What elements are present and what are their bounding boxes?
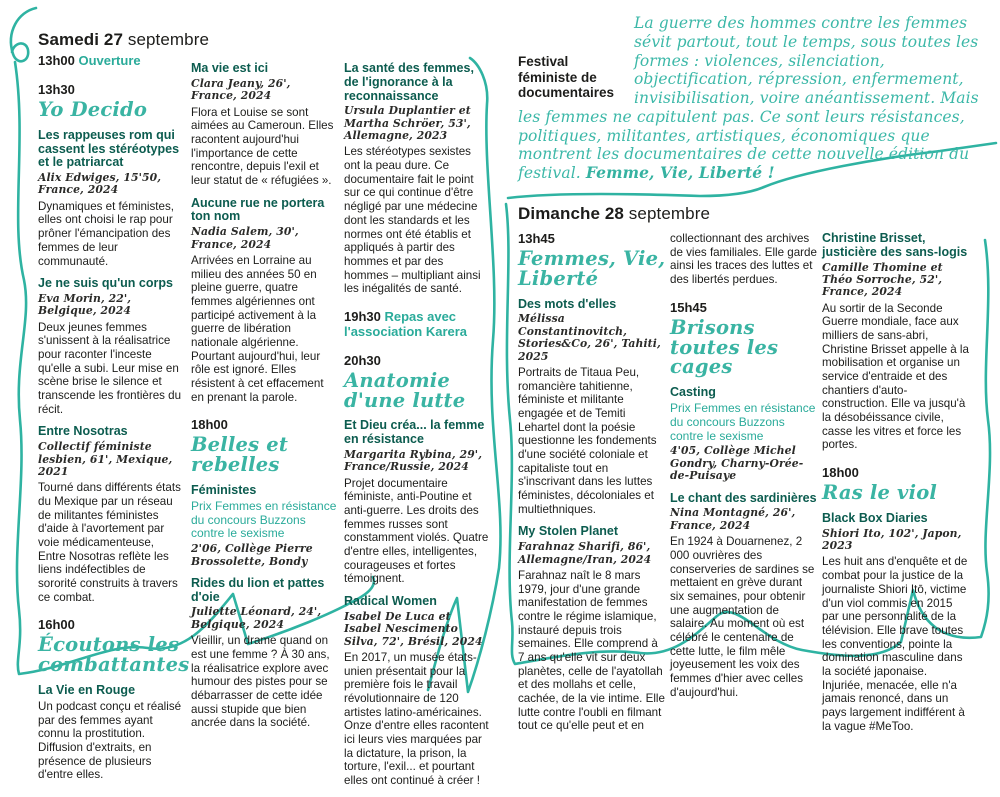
film-entry <box>344 62 490 296</box>
film-credit: 4'05, Collège Michel Gondry, Charny-Orée-de-Puisaye <box>670 444 804 483</box>
film-credit: Collectif féministe lesbien, 61', Mexique, 2021 <box>38 440 173 478</box>
film-description: collectionnant des archives de vies familiales. Elle garde ainsi les traces des luttes et des libertés perdues. <box>670 232 817 287</box>
film-title: Aucune rue ne portera ton nom <box>191 195 325 224</box>
film-credit: Nadia Salem, 30', France, 2024 <box>191 225 299 251</box>
festival-intro <box>518 14 992 183</box>
film-description: Les huit ans d'enquête et de combat pour la justice de la journaliste Shiori Itō, victime d'un viol commis en 2015 par une personnalité de la télévision. Elle brave toutes les conventions, pointe la domination masculine dans la société japonaise. Injuriée, menacée, elle n'a jamais renoncé, dans un pays largement indifférent à la vague #MeToo. <box>822 555 968 733</box>
film-entry <box>822 512 970 733</box>
film-entry <box>38 425 184 604</box>
sunday-column-3 <box>822 232 970 742</box>
film-title: Rides du lion et pattes d'oie <box>191 575 325 604</box>
film-credit: Ursula Duplantier et Martha Schröer, 53', Allemagne, 2023 <box>344 104 471 143</box>
session-entry <box>670 301 818 378</box>
film-credit: Nina Montagné, 26', France, 2024 <box>670 506 796 532</box>
time-slot <box>344 354 490 369</box>
time-label: 20h30 <box>344 352 381 368</box>
time-label: 19h30 <box>344 308 381 324</box>
film-entry <box>518 298 666 517</box>
film-credit: Mélissa Constantinovitch, Stories&Co, 26', Tahiti, 2025 <box>518 312 661 363</box>
session-entry <box>822 466 970 503</box>
film-title: Les rappeuses rom qui cassent les stéréotypes et le patriarcat <box>38 127 180 170</box>
time-entry <box>344 310 490 340</box>
film-credit: 2'06, Collège Pierre Brossolette, Bondy <box>191 542 313 568</box>
time-label: 13h45 <box>518 231 555 246</box>
film-description: Deux jeunes femmes s'unissent à la réalisatrice pour raconter l'inceste qu'elle a subi. Leur mise en scène brise le silence et transcende les frontières du récit. <box>38 320 182 416</box>
film-description: Farahnaz naît le 8 mars 1979, jour d'une grande manifestation de femmes contre le régime islamique, instauré depuis trois semaines. Elle comprend à 7 ans qu'elle vit sur deux planètes, celle de l'ayatollah et des mollahs et celle, cachée, de la vie intime. Elle lutte contre l'oubli en filmant tout ce qu'elle peut et en <box>518 569 665 733</box>
film-description: Projet documentaire féministe, anti-Poutine et anti-guerre. Les droits des femmes russes sont constamment violés. Quatre d'entre elles, intelligentes, courageuses et fortes témoignent. <box>344 476 489 586</box>
film-description: Au sortir de la Seconde Guerre mondiale, face aux milliers de sans-abri, Christine Brisset appelle à la mobilisation et organise un service d'entraide et des chantiers d'auto-construction. Elle va jusqu'à la désobéissance civile, casse les vitres et force les portes. <box>822 301 969 452</box>
film-credit: Isabel De Luca et Isabel Nescimento Silva, 72', Brésil, 2024 <box>344 609 483 648</box>
film-description: Arrivées en Lorraine au milieu des années 50 en pleine guerre, quatre femmes algériennes ont participé activement à la guerre de libération nationale algérienne. Pourtant aujourd'hui, leur rôle est ignoré. Elles résistent à cet effacement en prenant la parole. <box>191 253 324 404</box>
text-entry <box>670 232 818 287</box>
film-title: Casting <box>670 385 716 400</box>
session-entry <box>518 232 666 289</box>
film-credit: Clara Jeany, 26', France, 2024 <box>191 76 291 103</box>
saturday-column-3 <box>344 54 490 797</box>
time-note: Repas avec l'association Karera <box>344 308 468 339</box>
film-title: Des mots d'elles <box>518 296 617 311</box>
film-title: La Vie en Rouge <box>38 683 136 698</box>
festival-title: Festival féministe de documentaires <box>518 54 615 101</box>
film-entry <box>38 277 184 416</box>
time-slot <box>670 301 818 316</box>
session-title: Yo Decido <box>38 97 148 121</box>
saturday-header <box>38 30 209 50</box>
film-description: Flora et Louise se sont aimées au Cameroun. Elles racontent aujourd'hui l'importance de cette rencontre, depuis l'exil et leur statut de « réfugiées ». <box>191 105 334 187</box>
session-entry <box>38 83 184 120</box>
film-title: Radical Women <box>344 594 437 609</box>
film-description: Dynamiques et féministes, elles ont choisi le rap pour prôner l'émancipation des femmes de leur communauté. <box>38 199 174 268</box>
time-slot <box>38 618 184 633</box>
film-credit: Juliette Léonard, 24', Belgique, 2024 <box>191 605 322 631</box>
sunday-header <box>518 204 710 224</box>
time-entry <box>38 54 184 69</box>
sunday-column-2 <box>670 232 818 742</box>
time-label: 15h45 <box>670 299 707 315</box>
film-entry <box>344 419 490 586</box>
flourish-top-left <box>11 8 36 61</box>
film-description: En 1924 à Douarnenez, 2 000 ouvrières des conserveries de sardines se mettaient en grève durant six semaines, pour obtenir une augmentation de salaire. Au moment où est célébré le centenaire de cette lutte, le film mêle joyeusement les voix des femmes d'hier avec celles d'aujourd'hui. <box>670 535 815 699</box>
film-entry <box>670 492 818 700</box>
film-title: Et Dieu créa... la femme en résistance <box>344 418 485 447</box>
festival-slogan: Femme, Vie, Liberté ! <box>585 163 775 182</box>
film-title: Féministes <box>191 482 257 497</box>
time-label: 13h00 <box>38 53 75 68</box>
film-description: Un podcast conçu et réalisé par des femmes ayant connu la prostitution. Diffusion d'extraits, en présence de plusieurs d'entre elles. <box>38 699 182 782</box>
sunday-month: septembre <box>623 204 711 223</box>
film-description: Portraits de Titaua Peu, romancière tahitienne, féministe et militante engagée et de Temiti Lehartel dont la poésie questionne les fondements d'une société coloniale et capitaliste tout en s'inscrivant dans les luttes féministes, décoloniales et multiethniques. <box>518 366 657 516</box>
time-slot <box>191 418 337 433</box>
film-entry <box>38 129 184 268</box>
film-entry <box>518 525 666 733</box>
time-slot <box>344 310 490 340</box>
time-label: 18h00 <box>822 465 859 481</box>
session-title: Brisons toutes les cages <box>670 315 779 379</box>
film-credit: Camille Thomine et Théo Sorroche, 52', France, 2024 <box>822 260 943 299</box>
session-title: Écoutons les combattantes <box>38 633 190 677</box>
time-label: 18h00 <box>191 417 228 433</box>
saturday-month: septembre <box>123 30 210 49</box>
saturday-date: Samedi 27 <box>38 30 124 49</box>
sunday-date: Dimanche 28 <box>518 204 624 223</box>
time-label: 16h00 <box>38 617 75 633</box>
sunday-page <box>518 232 974 742</box>
film-entry <box>344 595 490 788</box>
film-entry <box>191 484 337 568</box>
film-description: Vieillir, un drame quand on est une femme ? À 30 ans, la réalisatrice explore avec humour des pistes pour se débarrasser de cette idée aussi stupide que bien ancrée dans la société. <box>191 634 330 730</box>
film-title: Le chant des sardinières <box>670 490 817 505</box>
film-entry <box>670 386 818 482</box>
film-description: Les stéréotypes sexistes ont la peau dure. Ce documentaire fait le point sur ce qui continue d'être négligé par une médecine dont les standards et les normes ont été établis et appliqués à partir des hommes et par des hommes – multipliant ainsi les inégalités de santé. <box>344 145 481 296</box>
award-label: Prix Femmes en résistance du concours Buzzons contre le sexisme <box>670 401 816 443</box>
saturday-column-1 <box>38 53 190 797</box>
film-title: Ma vie est ici <box>191 61 269 75</box>
film-title: My Stolen Planet <box>518 524 619 539</box>
film-entry <box>191 577 337 730</box>
film-credit: Farahnaz Sharifi, 86', Allemagne/Iran, 2024 <box>518 540 652 566</box>
time-note: Ouverture <box>74 53 141 68</box>
film-entry <box>822 232 970 452</box>
film-credit: Margarita Rybina, 29', France/Russie, 2024 <box>344 447 483 474</box>
time-slot <box>38 83 184 98</box>
film-credit: Alix Edwiges, 15'50, France, 2024 <box>38 171 162 197</box>
film-description: Tourné dans différents états du Mexique par un réseau de militantes féministes d'aide à l'avortement par voie médicamenteuse, Entre Nosotras reflète les liens indéfectibles de sororité construits à travers ce combat. <box>38 481 181 604</box>
session-title: Ras le viol <box>822 481 938 505</box>
film-entry <box>191 197 337 405</box>
intro-body: La guerre des hommes contre les femmes sévit partout, tout le temps, sous toutes les formes : violences, silenciation, objectification, répression, enfermement, invisibilisation, voire anéantissement. Mais les femmes ne capitulent pas. Ce sont leurs résistances, politiques, militantes, artistiques, économiques que montrent les documentaires de cette nouvelle édition du festival. <box>518 14 979 182</box>
session-title: Belles et rebelles <box>191 433 289 477</box>
session-entry <box>344 354 490 411</box>
session-entry <box>191 418 337 475</box>
film-credit: Eva Morin, 22', Belgique, 2024 <box>38 291 132 318</box>
session-entry <box>38 617 190 677</box>
time-slot <box>38 54 184 69</box>
film-title: La santé des femmes, de l'ignorance à la reconnaissance <box>344 61 474 103</box>
film-credit: Shiori Ito, 102', Japon, 2023 <box>822 526 962 553</box>
award-label: Prix Femmes en résistance du concours Buzzons contre le sexisme <box>191 498 337 541</box>
session-title: Anatomie d'une lutte <box>344 368 466 412</box>
time-slot <box>822 466 970 481</box>
session-title: Femmes, Vie, Liberté <box>518 246 666 290</box>
film-entry <box>191 62 337 188</box>
time-label: 13h30 <box>38 81 75 97</box>
film-title: Christine Brisset, justicière des sans-logis <box>822 231 968 259</box>
film-title: Black Box Diaries <box>822 510 928 525</box>
film-description: En 2017, un musée états-unien présentait pour la première fois le travail révolutionnaire de 120 artistes latino-américaines. Onze d'entre elles racontent ici leurs vies marquées par la dictature, la prison, la torture, l'exil... et pourtant elles ont continué à créer ! <box>344 651 489 788</box>
film-title: Entre Nosotras <box>38 424 128 439</box>
time-slot <box>518 232 666 247</box>
film-title: Je ne suis qu'un corps <box>38 276 173 291</box>
sunday-column-1 <box>518 232 666 742</box>
saturday-column-2 <box>191 54 337 797</box>
saturday-page <box>38 54 490 797</box>
